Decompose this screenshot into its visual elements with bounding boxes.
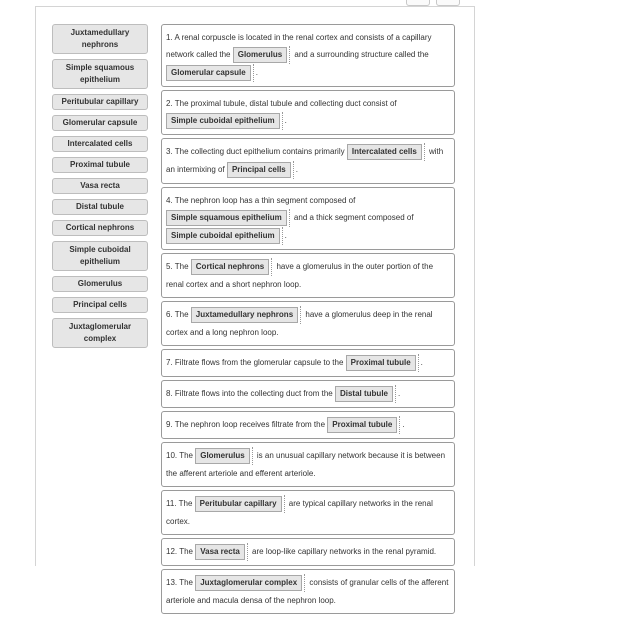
bank-tile[interactable]: Distal tubule xyxy=(52,199,148,215)
question-text: . xyxy=(420,358,423,367)
question-text: 10. The xyxy=(166,451,193,460)
question-list xyxy=(161,24,455,617)
question-text: . xyxy=(402,420,405,429)
question-text: are typical capillary networks in the renal cortex. xyxy=(166,499,433,526)
question-text: 13. The xyxy=(166,578,193,587)
question-1 xyxy=(161,24,455,87)
question-text: 1. A renal corpuscle is located in the renal cortex and consists of a capillary network called the xyxy=(166,33,432,59)
bank-tile[interactable]: Simple squamous epithelium xyxy=(52,59,148,89)
question-text: and a thick segment composed of xyxy=(293,213,414,222)
top-button-2[interactable] xyxy=(436,0,460,6)
answer-slot[interactable]: Glomerular capsule xyxy=(166,65,251,81)
question-text: with an intermixing of xyxy=(166,147,444,174)
answer-slot[interactable]: Proximal tubule xyxy=(327,417,397,433)
bank-tile[interactable]: Juxtamedullary nephrons xyxy=(52,24,148,54)
answer-slot[interactable]: Glomerulus xyxy=(195,448,249,464)
question-5 xyxy=(161,253,455,298)
answer-slot[interactable]: Peritubular capillary xyxy=(195,496,282,512)
question-text: 11. The xyxy=(166,499,193,508)
top-button-1[interactable] xyxy=(406,0,430,6)
question-text: 7. Filtrate flows from the glomerular capsule to the xyxy=(166,358,344,367)
question-text: . xyxy=(284,116,287,125)
question-13 xyxy=(161,569,455,614)
answer-slot[interactable]: Intercalated cells xyxy=(347,144,422,160)
question-7 xyxy=(161,349,455,377)
question-text: 5. The xyxy=(166,262,189,271)
question-10 xyxy=(161,442,455,487)
question-text: are loop-like capillary networks in the renal pyramid. xyxy=(252,547,437,556)
question-4 xyxy=(161,187,455,250)
bank-tile[interactable]: Peritubular capillary xyxy=(52,94,148,110)
question-text: is an unusual capillary network because it is between the afferent arteriole and efferent arteriole. xyxy=(166,451,446,478)
question-8 xyxy=(161,380,455,408)
answer-bank xyxy=(52,24,148,353)
question-text: have a glomerulus in the outer portion of the renal cortex and a short nephron loop. xyxy=(166,262,434,289)
question-text: . xyxy=(255,68,258,77)
bank-tile[interactable]: Cortical nephrons xyxy=(52,220,148,236)
bank-tile[interactable]: Proximal tubule xyxy=(52,157,148,173)
question-text: and a surrounding structure called the xyxy=(294,50,429,59)
question-text: 8. Filtrate flows into the collecting duct from the xyxy=(166,389,333,398)
answer-slot[interactable]: Juxtaglomerular complex xyxy=(195,575,302,591)
answer-slot[interactable]: Distal tubule xyxy=(335,386,393,402)
question-text: have a glomerulus deep in the renal cortex and a long nephron loop. xyxy=(166,310,433,337)
question-6 xyxy=(161,301,455,346)
question-text: . xyxy=(284,231,287,240)
bank-tile[interactable]: Glomerulus xyxy=(52,276,148,292)
answer-slot[interactable]: Vasa recta xyxy=(195,544,245,560)
answer-slot[interactable]: Simple squamous epithelium xyxy=(166,210,287,226)
question-text: 9. The nephron loop receives filtrate from the xyxy=(166,420,326,429)
question-text: 3. The collecting duct epithelium contains primarily xyxy=(166,147,345,156)
question-2 xyxy=(161,90,455,135)
question-text: . xyxy=(398,389,401,398)
bank-tile[interactable]: Principal cells xyxy=(52,297,148,313)
answer-slot[interactable]: Simple cuboidal epithelium xyxy=(166,113,280,129)
question-12 xyxy=(161,538,455,566)
answer-slot[interactable]: Glomerulus xyxy=(233,47,287,63)
question-3 xyxy=(161,138,455,184)
bank-tile[interactable]: Glomerular capsule xyxy=(52,115,148,131)
question-11 xyxy=(161,490,455,535)
question-text: 2. The proximal tubule, distal tubule and collecting duct consist of xyxy=(166,99,397,108)
bank-tile[interactable]: Intercalated cells xyxy=(52,136,148,152)
question-9 xyxy=(161,411,455,439)
answer-slot[interactable]: Juxtamedullary nephrons xyxy=(191,307,298,323)
answer-slot[interactable]: Simple cuboidal epithelium xyxy=(166,228,280,244)
answer-slot[interactable]: Cortical nephrons xyxy=(191,259,269,275)
bank-tile[interactable]: Juxtaglomerular complex xyxy=(52,318,148,348)
question-text: . xyxy=(295,165,298,174)
bank-tile[interactable]: Simple cuboidal epithelium xyxy=(52,241,148,271)
answer-slot[interactable]: Proximal tubule xyxy=(346,355,416,371)
question-text: consists of granular cells of the afferent arteriole and macula densa of the nephron loop. xyxy=(166,578,449,605)
question-text: 6. The xyxy=(166,310,189,319)
question-text: 12. The xyxy=(166,547,193,556)
bank-tile[interactable]: Vasa recta xyxy=(52,178,148,194)
question-text: 4. The nephron loop has a thin segment composed of xyxy=(166,196,356,205)
answer-slot[interactable]: Principal cells xyxy=(227,162,291,178)
